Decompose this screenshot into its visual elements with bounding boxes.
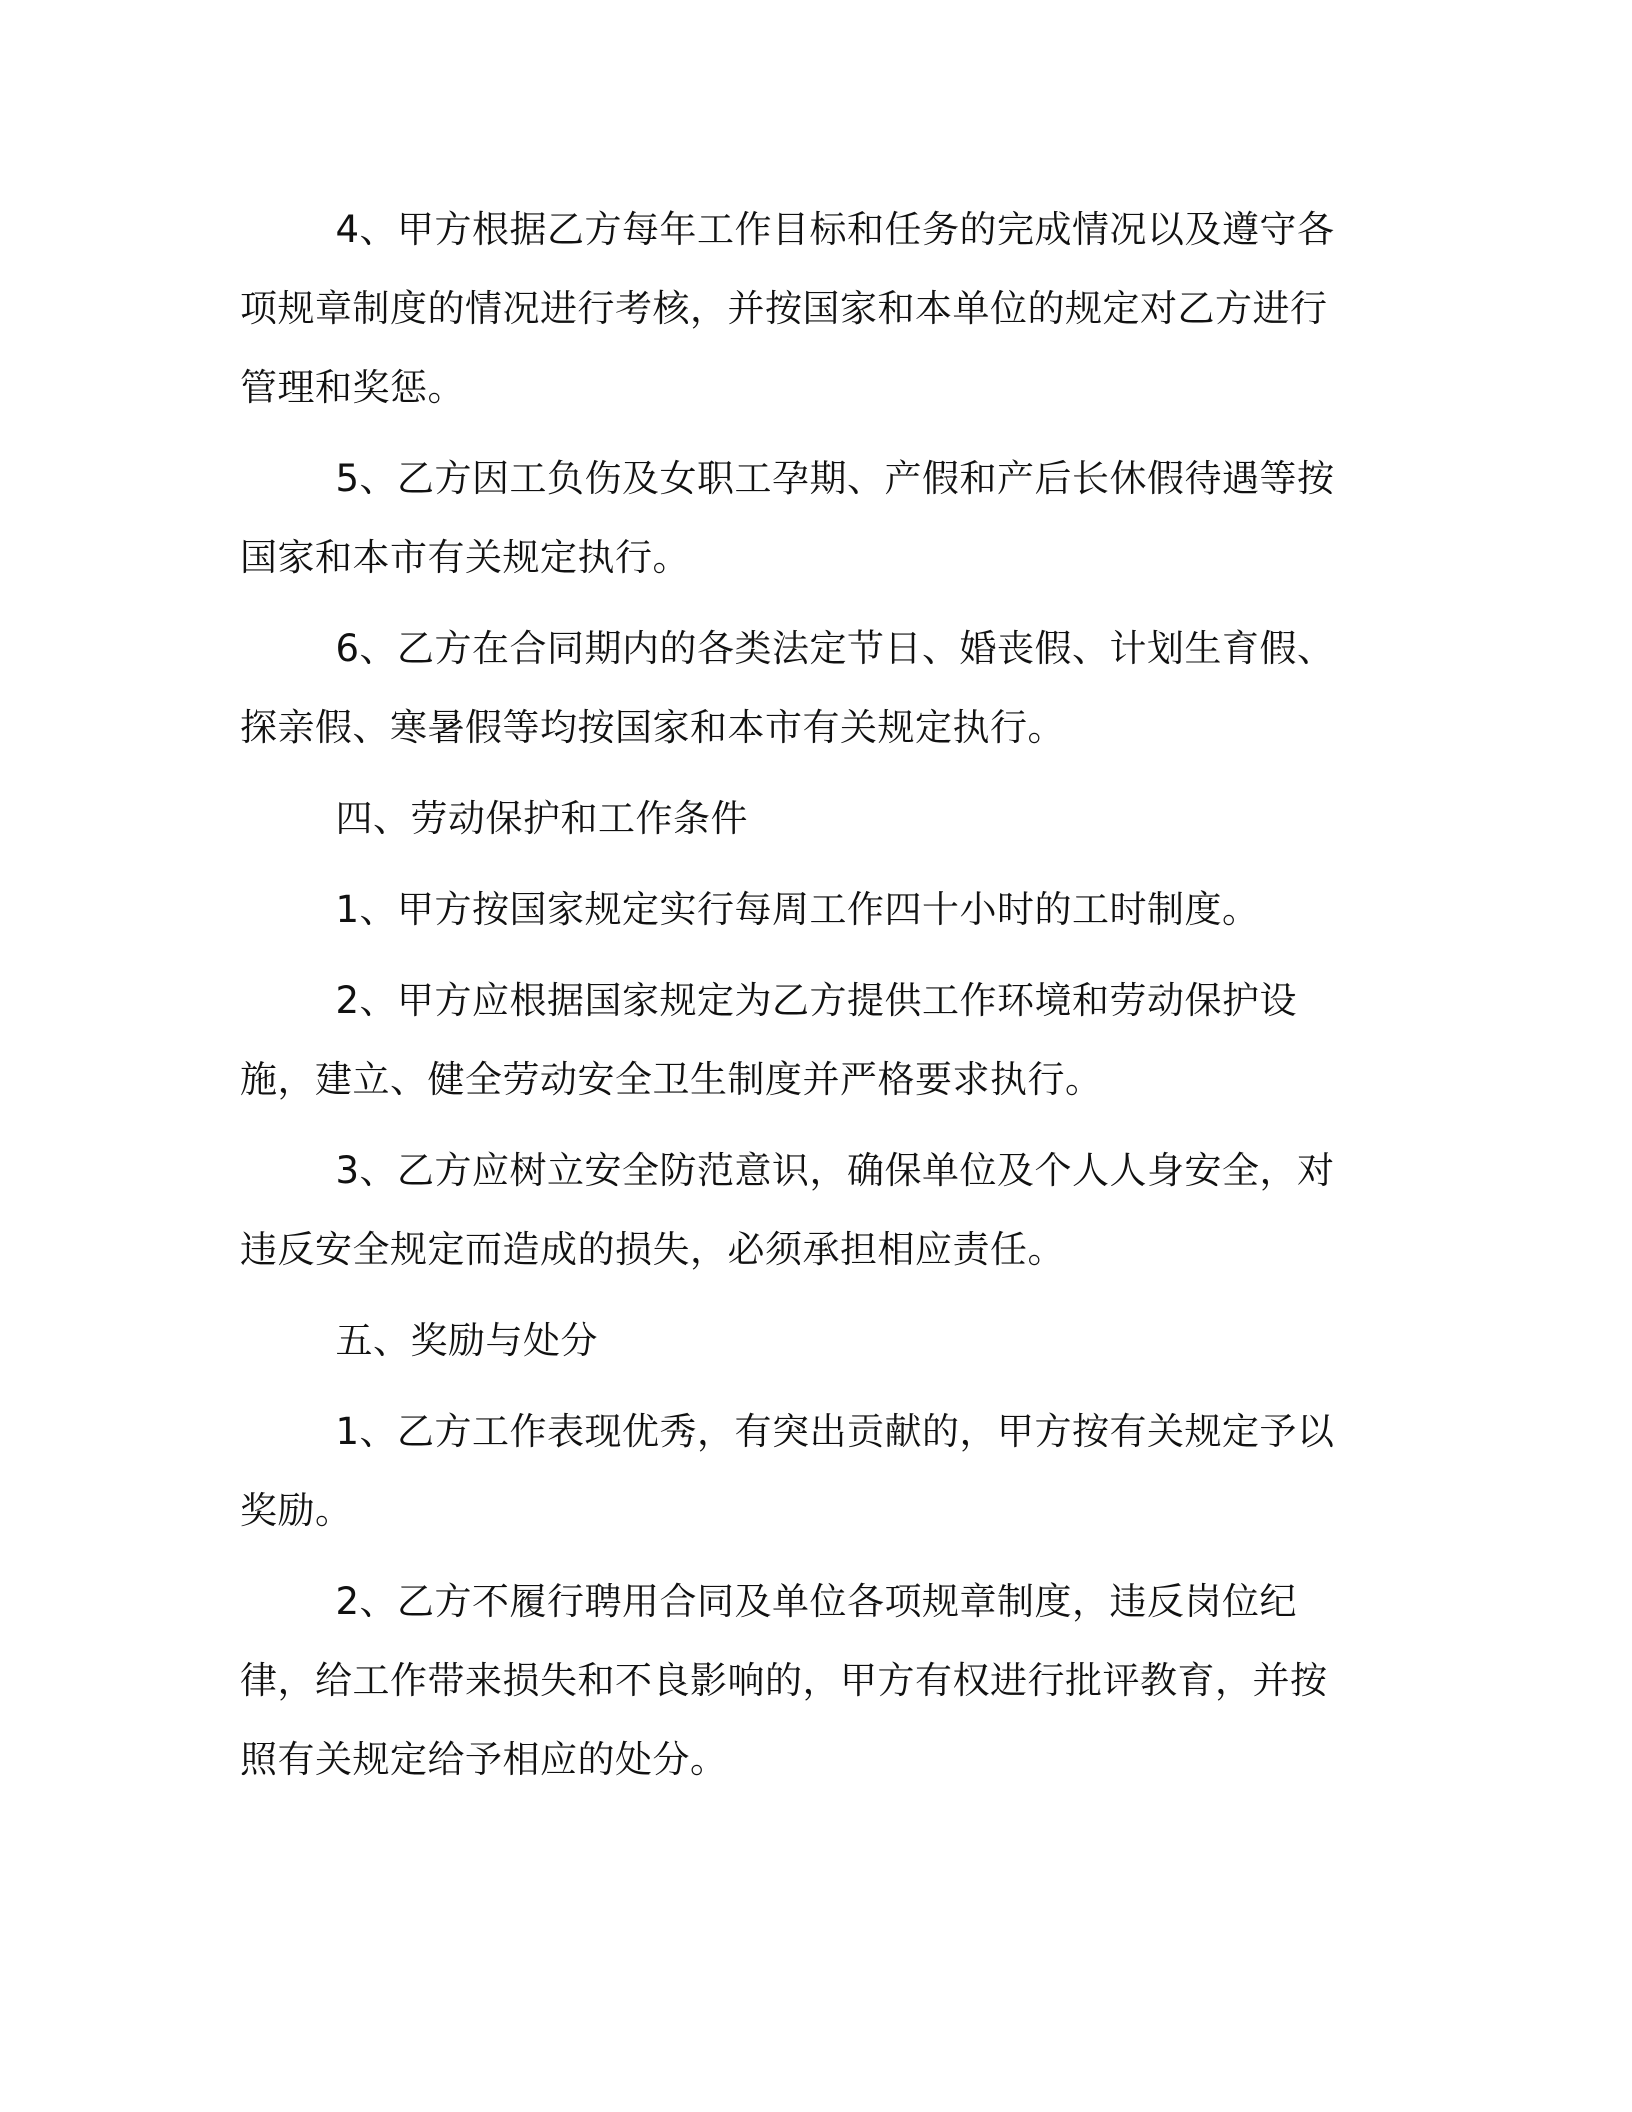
clause-6-holidays: 6、乙方在合同期内的各类法定节日、婚丧假、计划生育假、探亲假、寒暑假等均按国家和本市有关规定执行。 bbox=[240, 627, 1335, 749]
document-body bbox=[240, 190, 1360, 1811]
clause-2-punishment: 2、乙方不履行聘用合同及单位各项规章制度，违反岗位纪律，给工作带来损失和不良影响的，甲方有权进行批评教育，并按照有关规定给予相应的处分。 bbox=[240, 1580, 1328, 1781]
clause-1-working-hours: 1、甲方按国家规定实行每周工作四十小时的工时制度。 bbox=[335, 888, 1260, 931]
clause-2-work-environment: 2、甲方应根据国家规定为乙方提供工作环境和劳动保护设施，建立、健全劳动安全卫生制度并严格要求执行。 bbox=[240, 979, 1297, 1101]
section-heading-labor-protection: 四、劳动保护和工作条件 bbox=[335, 797, 748, 840]
clause-1-rewards: 1、乙方工作表现优秀，有突出贡献的，甲方按有关规定予以奖励。 bbox=[240, 1410, 1335, 1532]
clause-3-safety: 3、乙方应树立安全防范意识，确保单位及个人人身安全，对违反安全规定而造成的损失，必须承担相应责任。 bbox=[240, 1149, 1335, 1271]
clause-4-assessment: 4、甲方根据乙方每年工作目标和任务的完成情况以及遵守各项规章制度的情况进行考核，并按国家和本单位的规定对乙方进行管理和奖惩。 bbox=[240, 208, 1335, 409]
clause-5-injury-maternity: 5、乙方因工负伤及女职工孕期、产假和产后长休假待遇等按国家和本市有关规定执行。 bbox=[240, 457, 1335, 579]
section-heading-rewards-punishment: 五、奖励与处分 bbox=[335, 1319, 598, 1362]
